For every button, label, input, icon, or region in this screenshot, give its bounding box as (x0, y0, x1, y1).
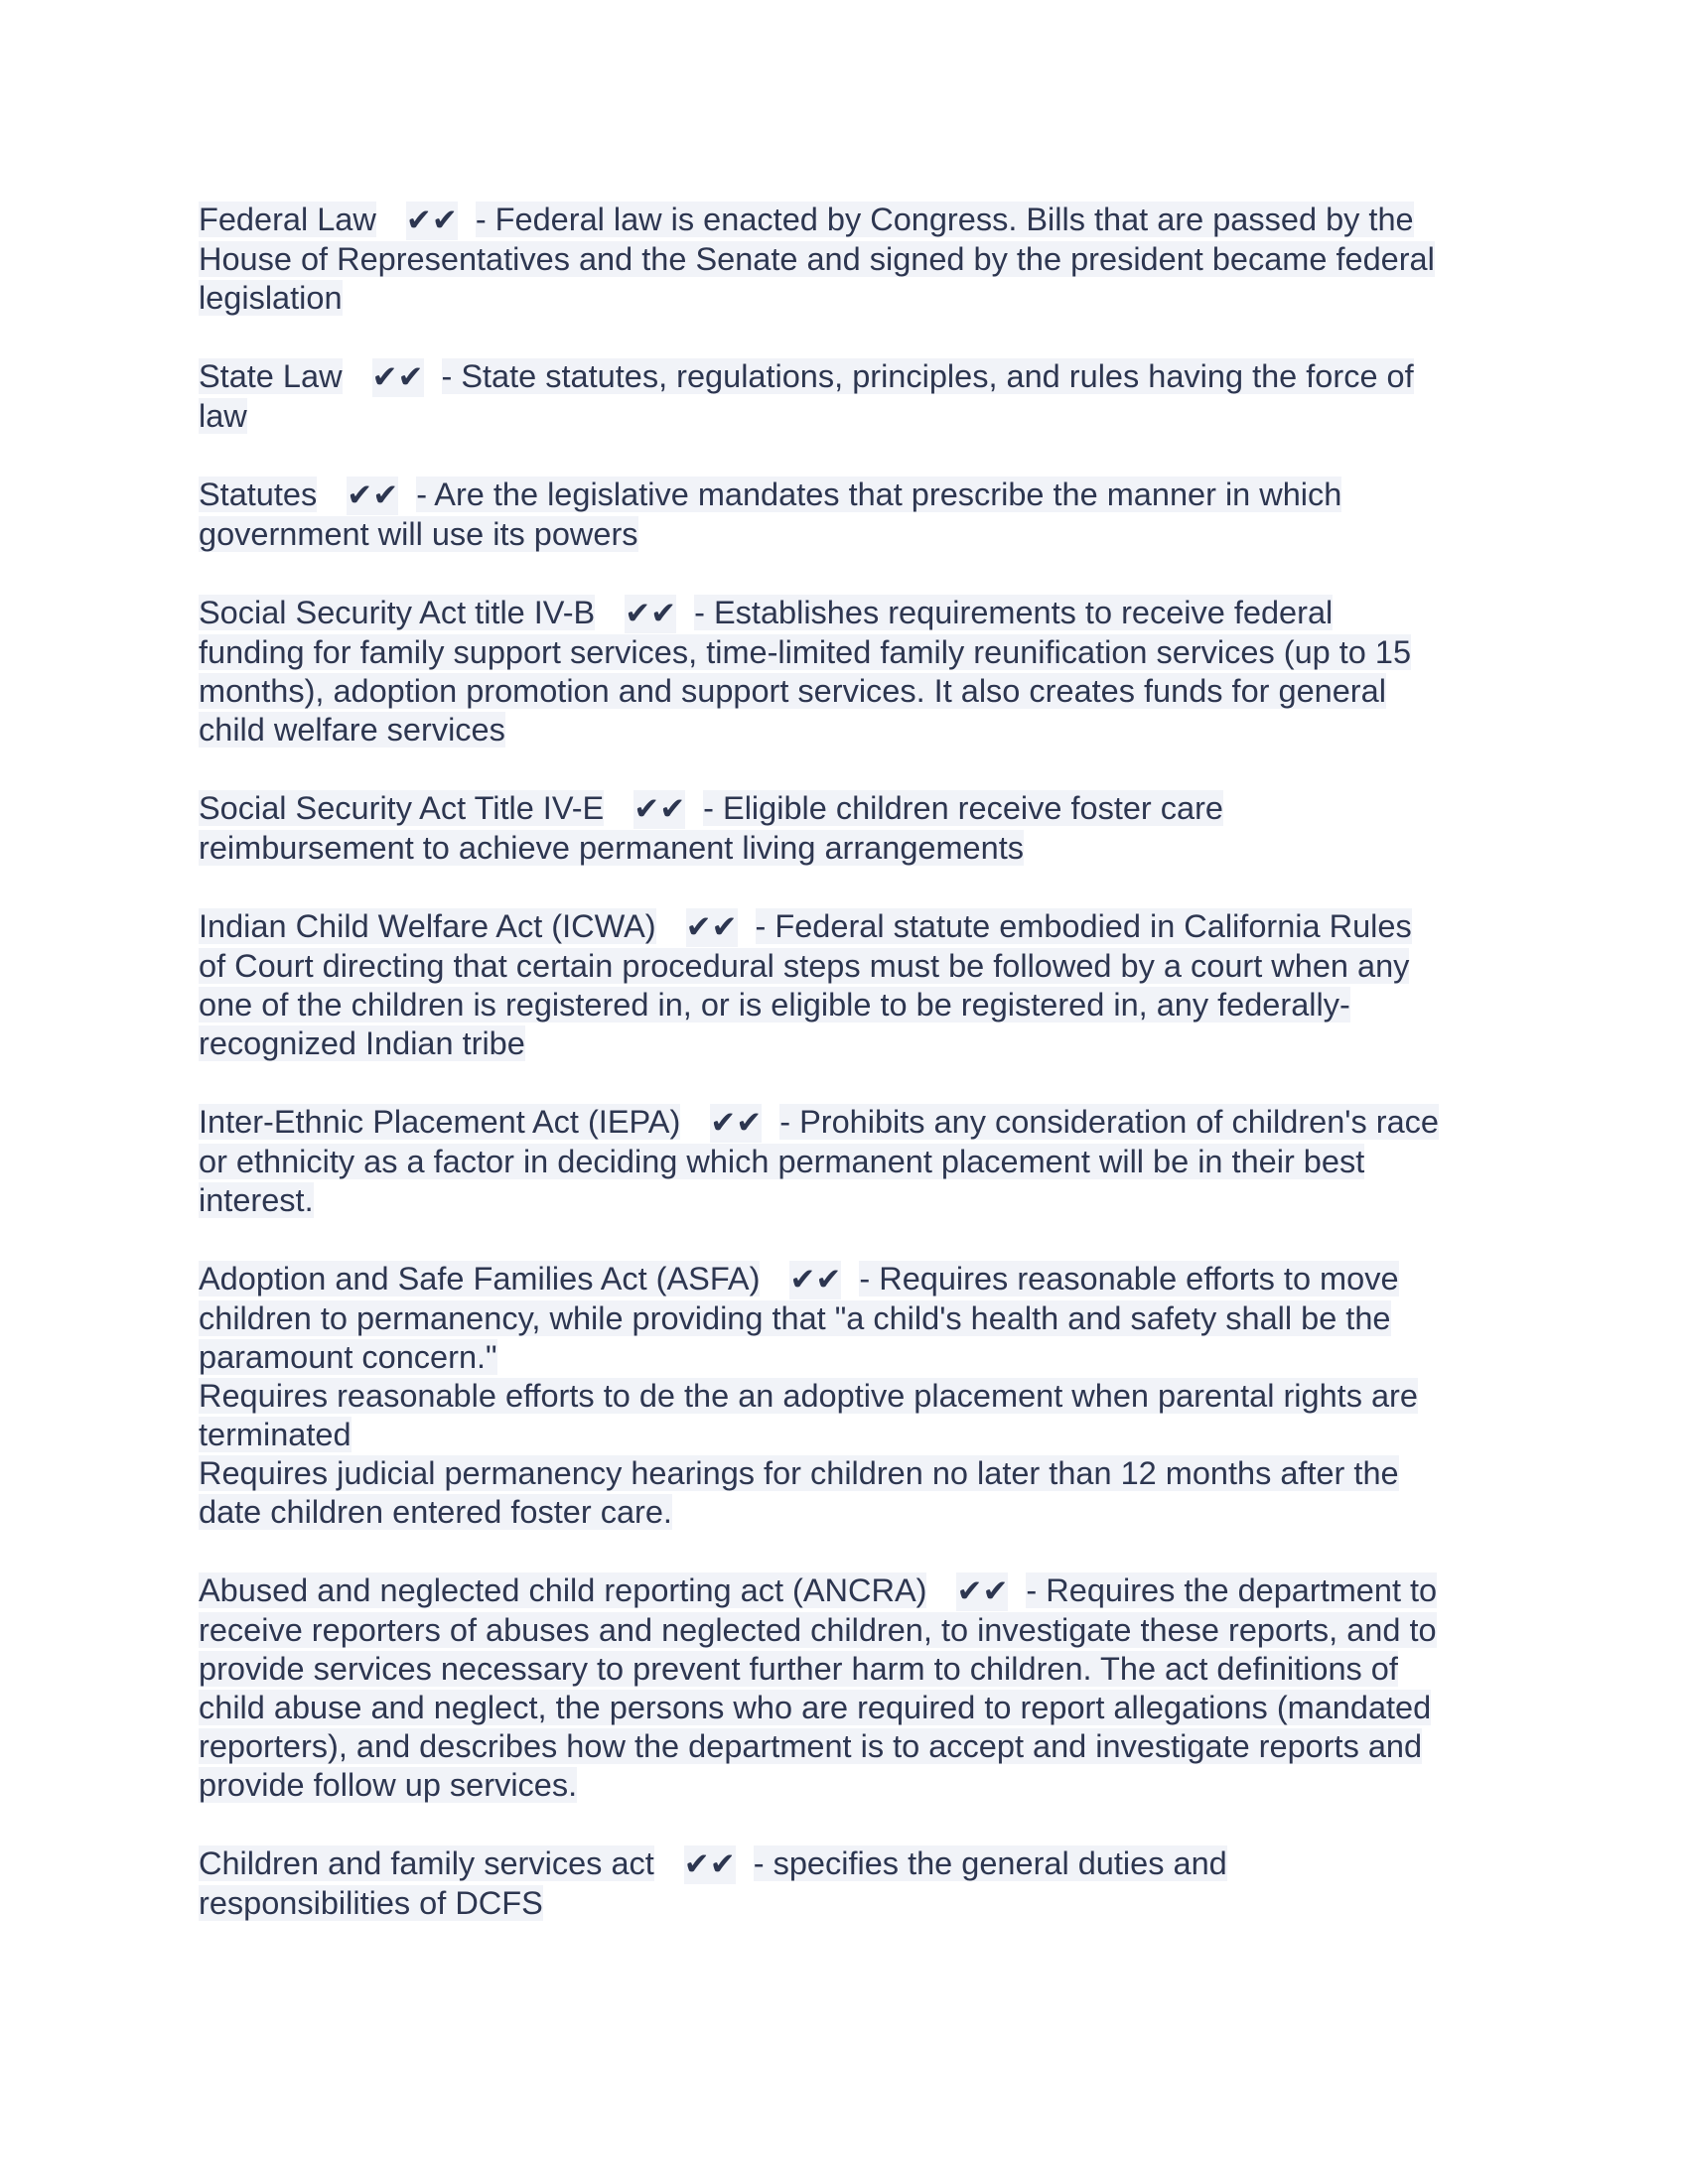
definition-text: Requires reasonable efforts to de the an adoptive placement when parental rights are (199, 1378, 1418, 1414)
definition-line (199, 1611, 1499, 1650)
definition-line (199, 1299, 1499, 1338)
definition-line (199, 947, 1499, 986)
definition-text: House of Representatives and the Senate and signed by the president became federal (199, 241, 1435, 277)
definition-line (199, 1416, 1499, 1454)
definition-line (199, 1884, 1499, 1923)
definition-line (199, 1571, 1499, 1611)
definition-entry (199, 789, 1499, 868)
definition-term: Social Security Act title IV-B (199, 595, 596, 630)
definition-line (199, 1103, 1499, 1143)
definition-line (199, 279, 1499, 318)
definition-line (199, 1338, 1499, 1377)
definition-line (199, 1143, 1499, 1181)
definition-text: date children entered foster care. (199, 1494, 672, 1530)
definition-entry (199, 907, 1499, 1063)
definition-text: law (199, 398, 247, 434)
definition-line (199, 1181, 1499, 1220)
definition-line (199, 397, 1499, 436)
double-check-icon: ✔✔ (685, 909, 738, 945)
definition-line (199, 672, 1499, 711)
definition-term: Social Security Act Title IV-E (199, 790, 605, 826)
definition-text: legislation (199, 280, 343, 316)
definition-line (199, 789, 1499, 829)
definition-text: - Federal statute embodied in California Rules (755, 908, 1412, 944)
definition-term: Inter-Ethnic Placement Act (IEPA) (199, 1104, 681, 1140)
definition-entry (199, 201, 1499, 318)
definition-text: receive reporters of abuses and neglected children, to investigate these reports, and to (199, 1612, 1437, 1648)
definition-line (199, 1689, 1499, 1727)
definition-entry (199, 1844, 1499, 1923)
definition-text: - Requires the department to (1026, 1572, 1438, 1608)
definition-term: Abused and neglected child reporting act (ANCRA) (199, 1572, 927, 1608)
definition-line (199, 633, 1499, 672)
definition-text: child welfare services (199, 712, 505, 748)
definition-term: Indian Child Welfare Act (ICWA) (199, 908, 656, 944)
definition-term: Statutes (199, 477, 318, 512)
definition-line (199, 201, 1499, 240)
definition-text: - Are the legislative mandates that prescribe the manner in which (416, 477, 1342, 512)
double-check-icon: ✔✔ (405, 203, 458, 238)
definition-entry (199, 1571, 1499, 1805)
definition-text: reimbursement to achieve permanent living arrangements (199, 830, 1024, 866)
definition-text: recognized Indian tribe (199, 1025, 525, 1061)
definition-text: reporters), and describes how the department is to accept and investigate reports and (199, 1728, 1423, 1764)
definition-line (199, 907, 1499, 947)
definition-text: - Federal law is enacted by Congress. Bills that are passed by the (475, 202, 1414, 237)
definition-text: Requires judicial permanency hearings for children no later than 12 months after the (199, 1455, 1399, 1491)
definition-entry (199, 594, 1499, 750)
definition-entry (199, 357, 1499, 436)
definition-text: or ethnicity as a factor in deciding which permanent placement will be in their best (199, 1144, 1365, 1179)
definition-text: - Eligible children receive foster care (703, 790, 1224, 826)
definition-entry (199, 476, 1499, 554)
definition-text: one of the children is registered in, or is eligible to be registered in, any federally- (199, 987, 1350, 1023)
double-check-icon: ✔✔ (710, 1105, 763, 1141)
definition-text: terminated (199, 1417, 352, 1452)
definition-line (199, 1377, 1499, 1416)
definition-line (199, 357, 1499, 397)
definition-text: - Establishes requirements to receive federal (694, 595, 1334, 630)
definition-text: paramount concern." (199, 1339, 497, 1375)
definition-term: State Law (199, 358, 343, 394)
definition-text: - Requires reasonable efforts to move (859, 1261, 1399, 1297)
definition-text: funding for family support services, time-limited family reunification services (up to 15 (199, 634, 1412, 670)
definition-line (199, 711, 1499, 750)
definition-line (199, 1727, 1499, 1766)
definition-entry (199, 1103, 1499, 1220)
definition-text: responsibilities of DCFS (199, 1885, 543, 1921)
definition-line (199, 1493, 1499, 1532)
double-check-icon: ✔✔ (625, 596, 677, 631)
definition-entry (199, 1260, 1499, 1532)
definition-text: - specifies the general duties and (753, 1845, 1227, 1881)
definition-text: of Court directing that certain procedural steps must be followed by a court when any (199, 948, 1410, 984)
definition-line (199, 1260, 1499, 1299)
definition-line (199, 1844, 1499, 1884)
definition-line (199, 594, 1499, 633)
definition-text: children to permanency, while providing that "a child's health and safety shall be the (199, 1300, 1391, 1336)
definition-term: Adoption and Safe Families Act (ASFA) (199, 1261, 761, 1297)
definition-term: Federal Law (199, 202, 376, 237)
definition-text: - Prohibits any consideration of children's race (779, 1104, 1439, 1140)
double-check-icon: ✔✔ (347, 478, 399, 513)
definition-line (199, 829, 1499, 868)
definition-line (199, 240, 1499, 279)
definition-text: government will use its powers (199, 516, 638, 552)
definition-line (199, 1454, 1499, 1493)
definition-line (199, 515, 1499, 554)
double-check-icon: ✔✔ (789, 1262, 842, 1297)
double-check-icon: ✔✔ (683, 1846, 736, 1882)
definition-text: provide services necessary to prevent further harm to children. The act definitions of (199, 1651, 1398, 1687)
definition-line (199, 986, 1499, 1024)
double-check-icon: ✔✔ (633, 791, 686, 827)
definition-text: child abuse and neglect, the persons who are required to report allegations (mandated (199, 1690, 1432, 1725)
definition-text: provide follow up services. (199, 1767, 578, 1803)
definition-line (199, 1650, 1499, 1689)
definition-text: - State statutes, regulations, principles, and rules having the force of (441, 358, 1414, 394)
double-check-icon: ✔✔ (371, 359, 424, 395)
definition-line (199, 476, 1499, 515)
definition-line (199, 1766, 1499, 1805)
definition-term: Children and family services act (199, 1845, 654, 1881)
definition-text: interest. (199, 1182, 314, 1218)
document-page (199, 201, 1499, 1963)
definition-text: months), adoption promotion and support services. It also creates funds for general (199, 673, 1386, 709)
double-check-icon: ✔✔ (956, 1573, 1009, 1609)
definition-line (199, 1024, 1499, 1063)
